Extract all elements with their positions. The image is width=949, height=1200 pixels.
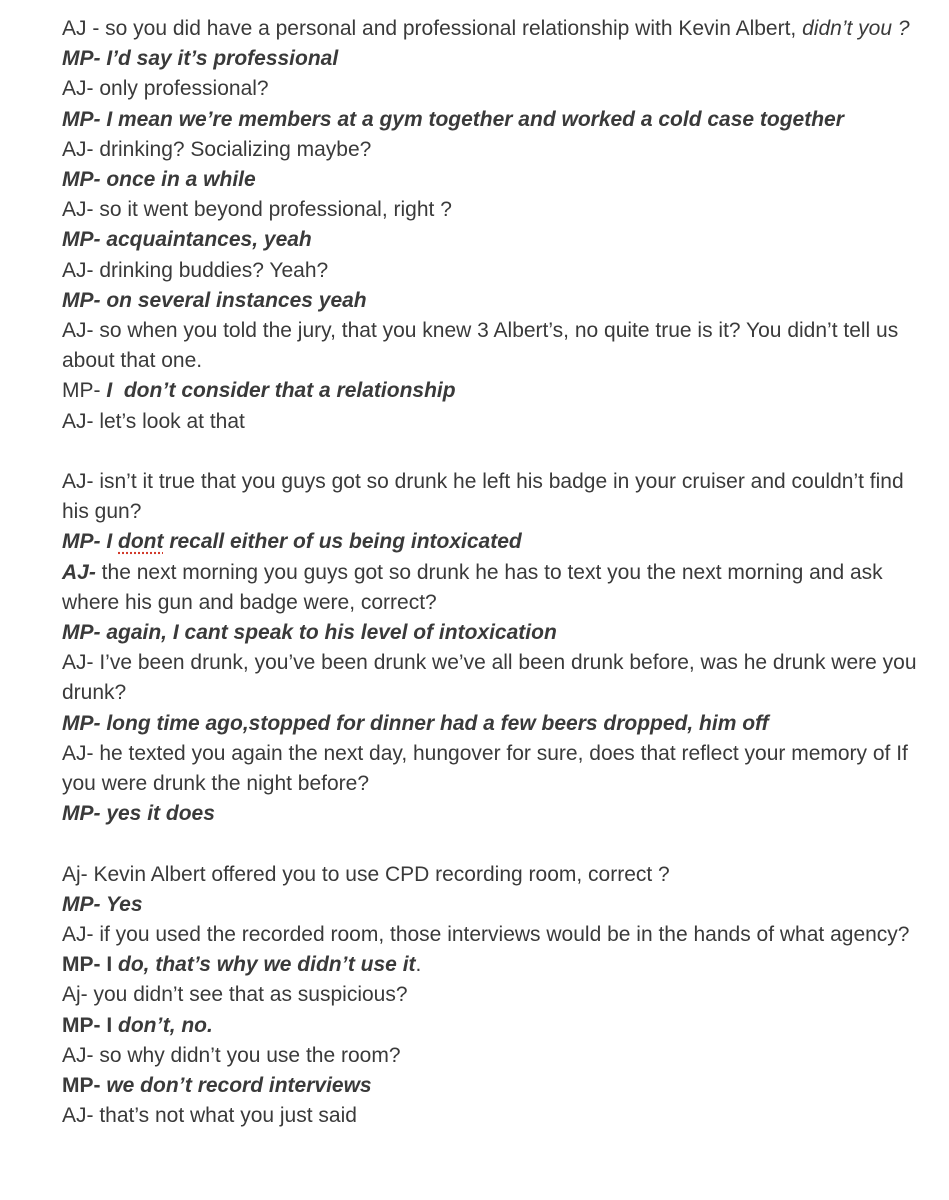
transcript-line — [62, 920, 922, 950]
transcript-line — [62, 135, 922, 165]
transcript-text: do, that’s why we didn’t use it — [118, 953, 416, 977]
transcript-text: don’t, no. — [118, 1013, 213, 1037]
transcript-text: MP- long time ago,stopped for dinner had a few beers dropped, him off — [62, 711, 769, 735]
transcript-text: the next morning you guys got so drunk he has to text you the next morning and ask where his gun and badge were, correct? — [62, 560, 889, 614]
transcript-text: MP- — [62, 1074, 107, 1098]
transcript-text: MP- — [62, 379, 107, 403]
transcript-line — [62, 709, 922, 739]
transcript-text: AJ- he texted you again the next day, hungover for sure, does that reflect your memory of If you were drunk the night before? — [62, 741, 914, 796]
transcript-text: dont — [118, 530, 164, 554]
transcript-document — [62, 14, 922, 1131]
transcript-line — [62, 376, 922, 406]
transcript-line — [62, 739, 922, 799]
transcript-text: AJ- only professional? — [62, 77, 269, 101]
transcript-text: MP- once in a while — [62, 168, 256, 192]
transcript-line — [62, 860, 922, 890]
transcript-text: Aj- Kevin Albert offered you to use CPD recording room, correct ? — [62, 862, 670, 886]
transcript-line — [62, 407, 922, 437]
transcript-text: AJ- drinking buddies? Yeah? — [62, 258, 329, 282]
transcript-line — [62, 316, 922, 376]
transcript-text: MP- Yes — [62, 892, 143, 916]
transcript-line — [62, 890, 922, 920]
transcript-line — [62, 618, 922, 648]
transcript-line — [62, 950, 922, 980]
transcript-line — [62, 195, 922, 225]
transcript-text: didn’t you ? — [802, 17, 910, 40]
transcript-line — [62, 1101, 922, 1131]
transcript-line — [62, 467, 922, 527]
transcript-text: MP- acquaintances, yeah — [62, 228, 312, 252]
transcript-text: AJ - so you did have a personal and professional relationship with Kevin Albert, — [62, 17, 803, 40]
transcript-text: AJ- so it went beyond professional, right ? — [62, 198, 452, 222]
transcript-text: MP- I — [62, 953, 118, 977]
transcript-text: MP- I mean we’re members at a gym together and worked a cold case together — [62, 107, 844, 131]
transcript-text: I don’t consider that a relationship — [106, 379, 456, 403]
transcript-text: MP- on several instances yeah — [62, 288, 367, 312]
transcript-line — [62, 225, 922, 255]
transcript-line — [62, 286, 922, 316]
transcript-text: AJ- so when you told the jury, that you knew 3 Albert’s, no quite true is it? You didn’t tell us about that one. — [62, 319, 905, 373]
transcript-text: AJ- isn’t it true that you guys got so drunk he left his badge in your cruiser and couldn’t find his gun? — [62, 470, 910, 524]
transcript-line — [62, 165, 922, 195]
transcript-line — [62, 256, 922, 286]
transcript-text: MP- I’d say it’s professional — [62, 47, 339, 71]
transcript-text: . — [415, 953, 422, 977]
blank-line — [62, 829, 922, 859]
blank-line — [62, 437, 922, 467]
transcript-line — [62, 44, 922, 74]
transcript-text: recall either of us being intoxicated — [163, 530, 522, 554]
transcript-text: MP- yes it does — [62, 802, 215, 826]
transcript-text: AJ- I’ve been drunk, you’ve been drunk we’ve all been drunk before, was he drunk were you drunk? — [62, 651, 923, 705]
transcript-text: AJ- that’s not what you just said — [62, 1104, 357, 1128]
transcript-text: AJ- drinking? Socializing maybe? — [62, 137, 372, 161]
transcript-text: we don’t record interviews — [106, 1074, 372, 1098]
transcript-text: AJ- if you used the recorded room, those interviews would be in the hands of what agency? — [62, 923, 910, 947]
transcript-text: AJ- let’s look at that — [62, 409, 245, 433]
transcript-text: Aj- you didn’t see that as suspicious? — [62, 983, 408, 1007]
transcript-text: AJ- so why didn’t you use the room? — [62, 1043, 401, 1067]
transcript-line — [62, 1011, 922, 1041]
transcript-line — [62, 105, 922, 135]
transcript-text: AJ- — [62, 560, 96, 584]
transcript-line — [62, 74, 922, 104]
transcript-text: MP- again, I cant speak to his level of intoxication — [62, 621, 557, 645]
transcript-text: MP- I — [62, 1013, 118, 1037]
transcript-line — [62, 648, 922, 708]
transcript-line — [62, 14, 922, 44]
transcript-line — [62, 1041, 922, 1071]
transcript-line — [62, 527, 922, 557]
transcript-line — [62, 558, 922, 618]
transcript-text: MP- I — [62, 530, 118, 554]
transcript-line — [62, 1071, 922, 1101]
transcript-line — [62, 980, 922, 1010]
transcript-line — [62, 799, 922, 829]
